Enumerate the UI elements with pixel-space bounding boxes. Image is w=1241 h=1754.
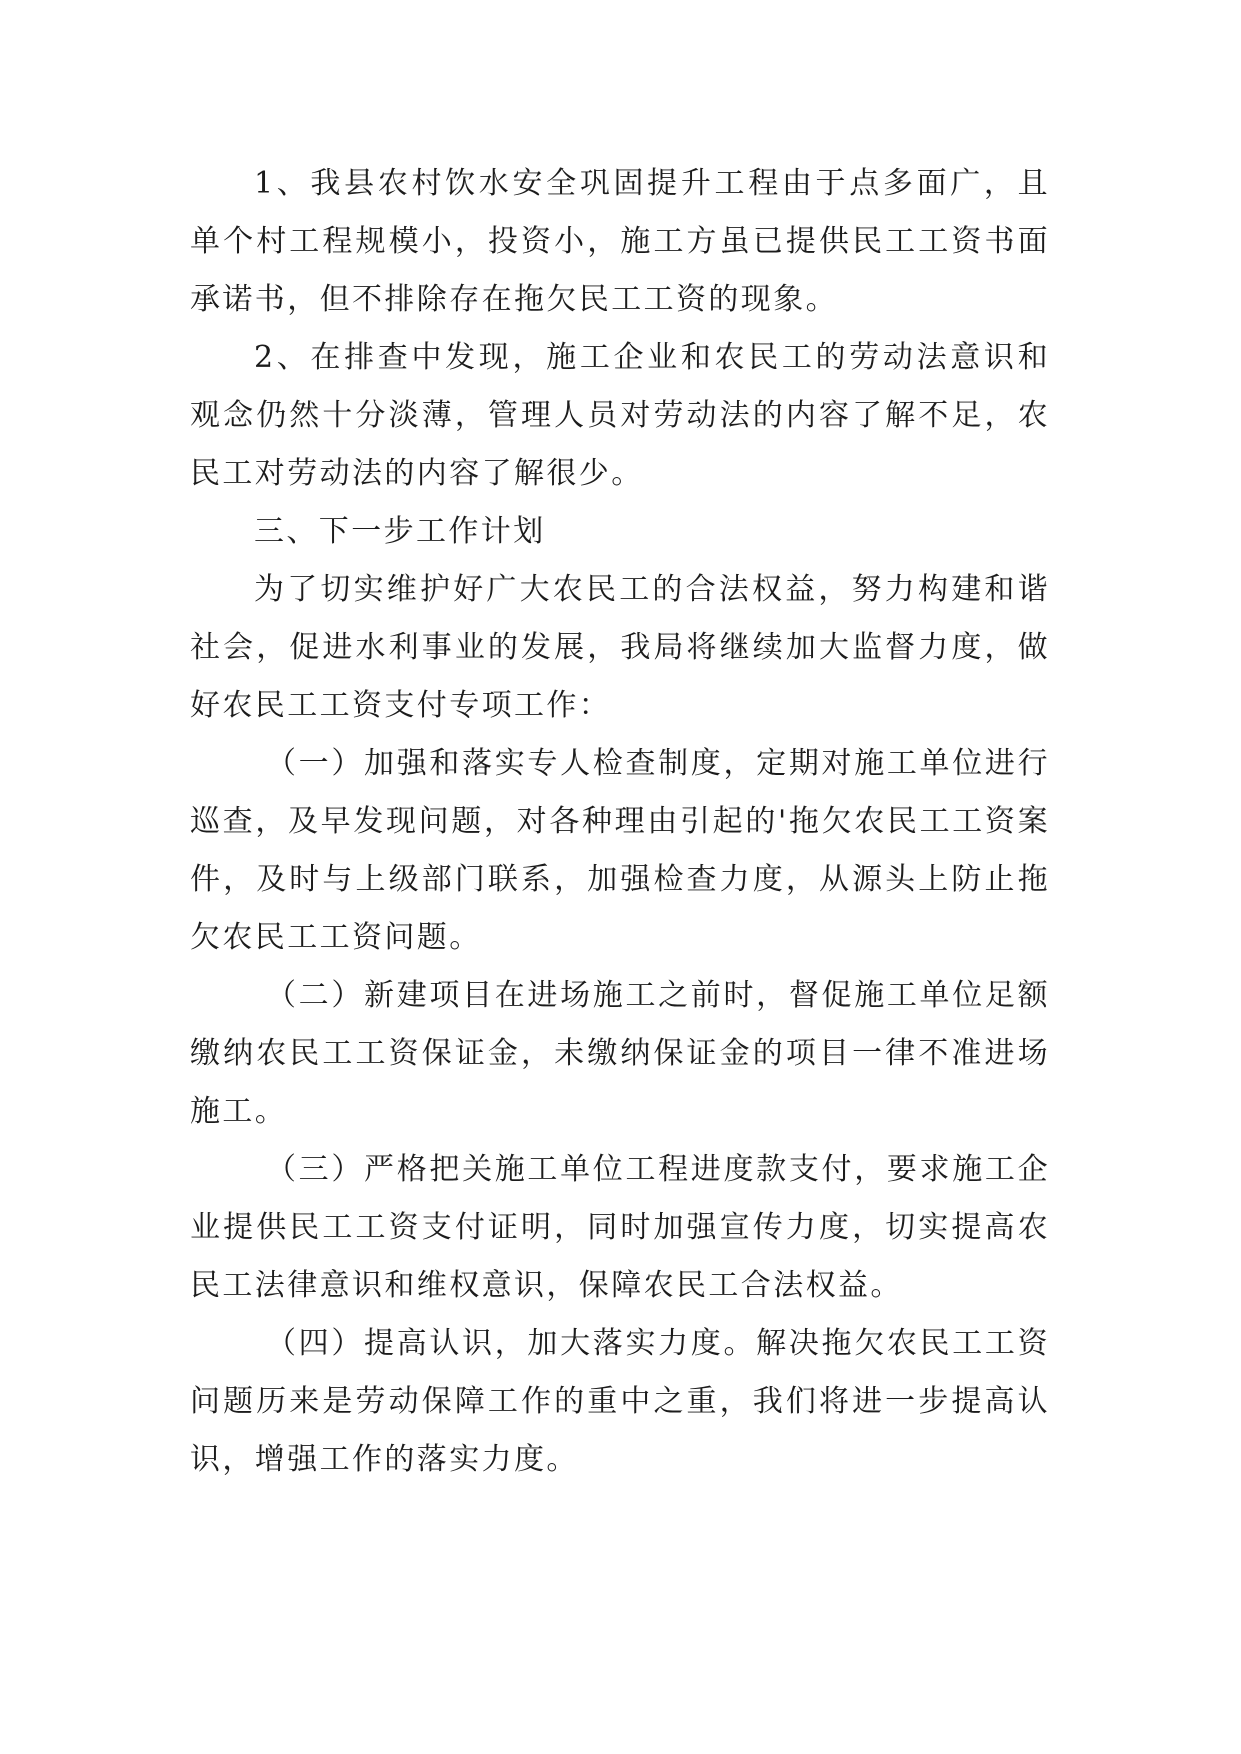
paragraph-item-1: 1、我县农村饮水安全巩固提升工程由于点多面广，且单个村工程规模小，投资小，施工方虽已提供民工工资书面承诺书，但不排除存在拖欠民工工资的现象。 (190, 166, 1050, 317)
paragraph-measure-2: （二）新建项目在进场施工之前时，督促施工单位足额缴纳农民工工资保证金，未缴纳保证金的项目一律不准进场施工。 (190, 978, 1050, 1129)
paragraph-measure-3: （三）严格把关施工单位工程进度款支付，要求施工企业提供民工工资支付证明，同时加强宣传力度，切实提高农民工法律意识和维权意识，保障农民工合法权益。 (190, 1152, 1050, 1303)
paragraph-measure-1: （一）加强和落实专人检查制度，定期对施工单位进行巡查，及早发现问题，对各种理由引起的'拖欠农民工工资案件，及时与上级部门联系，加强检查力度，从源头上防止拖欠农民工工资问题。 (190, 746, 1050, 955)
paragraph-item-2: 2、在排查中发现，施工企业和农民工的劳动法意识和观念仍然十分淡薄，管理人员对劳动法的内容了解不足，农民工对劳动法的内容了解很少。 (190, 340, 1050, 491)
paragraph-measure-4: （四）提高认识，加大落实力度。解决拖欠农民工工资问题历来是劳动保障工作的重中之重，我们将进一步提高认识，增强工作的落实力度。 (190, 1326, 1050, 1477)
paragraph-intro: 为了切实维护好广大农民工的合法权益，努力构建和谐社会，促进水利事业的发展，我局将继续加大监督力度，做好农民工工资支付专项工作： (190, 572, 1050, 723)
document-body (190, 155, 1050, 1489)
section-heading-next-steps: 三、下一步工作计划 (254, 514, 546, 549)
